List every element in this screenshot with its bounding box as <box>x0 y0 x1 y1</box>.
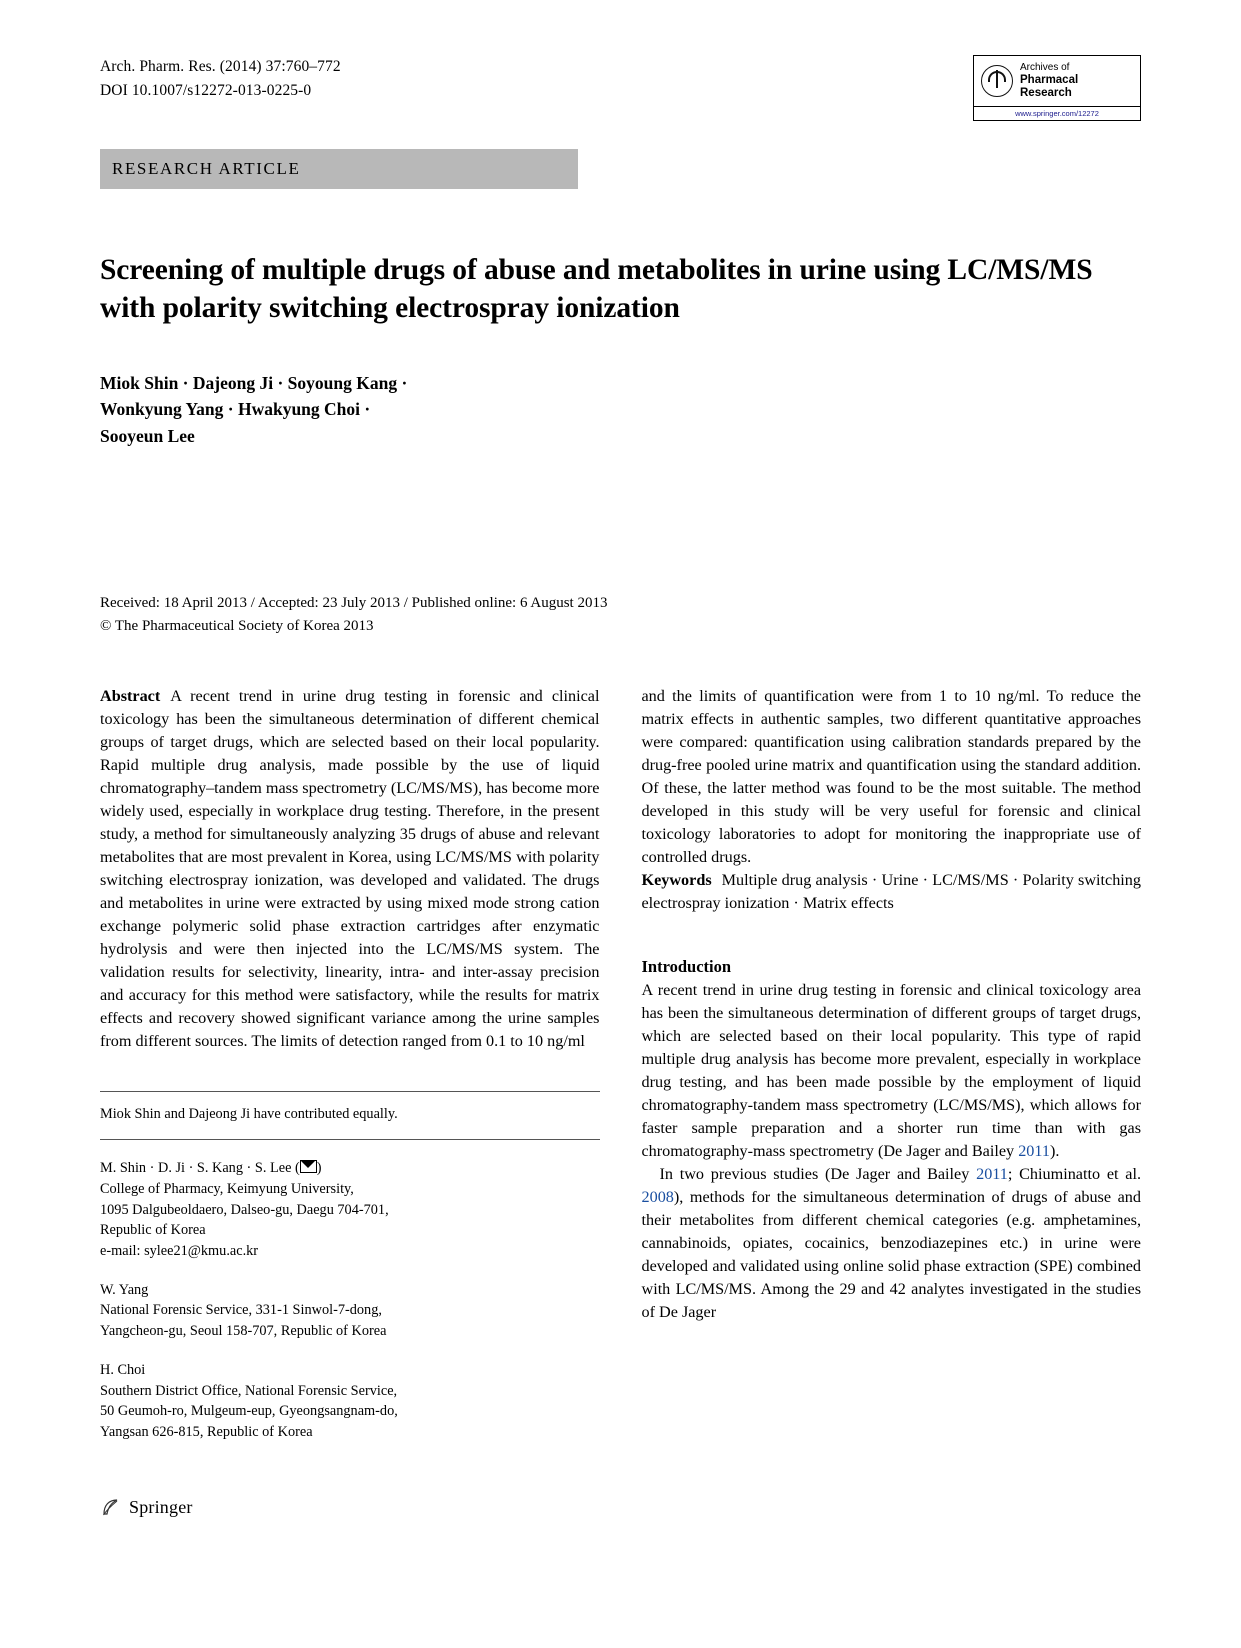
citation-link[interactable]: 2011 <box>1018 1141 1050 1160</box>
affiliation-3-author: H. Choi <box>100 1361 146 1378</box>
article-type-label: RESEARCH ARTICLE <box>112 158 301 178</box>
article-type-banner <box>100 149 578 189</box>
affiliation-1-authors <box>100 1158 600 1179</box>
journal-emblem-icon <box>981 65 1013 97</box>
journal-logo-line2: Pharmacal <box>1020 73 1079 86</box>
journal-logo-line3: Research <box>1020 87 1072 100</box>
affiliation-1 <box>100 1158 600 1262</box>
publication-history <box>100 592 1141 637</box>
affiliation-1-line-1: College of Pharmacy, Keimyung University, <box>100 1180 354 1197</box>
journal-reference <box>100 55 341 103</box>
section-heading-introduction: Introduction <box>641 957 732 977</box>
intro-paragraph-2 <box>642 1163 1142 1324</box>
left-column <box>100 685 600 1442</box>
received-accepted-published: Received: 18 April 2013 / Accepted: 23 July 2013 / Published online: 6 August 2013 <box>100 595 608 612</box>
journal-logo-url: www.springer.com/12272 <box>1015 108 1099 118</box>
author-list <box>100 370 1141 450</box>
journal-logo <box>973 55 1141 121</box>
affiliation-3 <box>100 1360 600 1443</box>
intro-paragraph-2-c: ), methods for the simultaneous determination of drugs of abuse and their metabolites from different chemical categories (e.g. amphetamines, cannabinoids, opiates, cocainics, benzodiazepines etc.) in urine were developed and validated using online solid phase extraction (SPE) combined with LC/MS/MS. Among the 29 and 42 analytes investigated in the studies of De Jager <box>641 1187 1141 1321</box>
keywords-label: Keywords <box>641 871 712 890</box>
intro-paragraph-1-end: ). <box>1049 1141 1060 1160</box>
citation-link[interactable]: 2011 <box>976 1164 1008 1183</box>
abstract-paragraph <box>100 685 600 1053</box>
page-header <box>100 55 1141 121</box>
affiliation-2 <box>100 1280 600 1342</box>
citation-link[interactable]: 2008 <box>641 1187 674 1206</box>
keywords-paragraph <box>642 869 1142 915</box>
journal-citation: Arch. Pharm. Res. (2014) 37:760–772 <box>100 58 341 75</box>
author-line-3: Sooyeun Lee <box>100 425 195 446</box>
intro-paragraph-2-a: In two previous studies (De Jager and Bailey <box>659 1164 977 1183</box>
affiliation-3-line-3: Yangsan 626-815, Republic of Korea <box>100 1424 313 1441</box>
affiliation-3-line-2: 50 Geumoh-ro, Mulgeum-eup, Gyeongsangnam-do, <box>100 1403 398 1420</box>
publisher-footer <box>100 1497 193 1518</box>
author-line-2: Wonkyung Yang · Hwakyung Choi · <box>100 399 371 420</box>
affiliation-2-author: W. Yang <box>100 1281 149 1298</box>
body-columns <box>100 685 1141 1442</box>
affiliation-2-line-2: Yangcheon-gu, Seoul 158-707, Republic of Korea <box>100 1323 387 1340</box>
journal-logo-text <box>1020 62 1078 101</box>
right-column <box>642 685 1142 1442</box>
affiliation-1-line-2: 1095 Dalgubeoldaero, Dalseo-gu, Daegu 704-701, <box>100 1201 389 1218</box>
keywords-text: Multiple drug analysis · Urine · LC/MS/MS · Polarity switching electrospray ionization · Matrix effects <box>641 871 1141 913</box>
footnote-divider <box>100 1091 600 1092</box>
journal-doi: DOI 10.1007/s12272-013-0225-0 <box>100 82 312 100</box>
copyright-line: © The Pharmaceutical Society of Korea 2013 <box>100 617 374 634</box>
publisher-name: Springer <box>129 1497 193 1517</box>
journal-logo-top <box>974 56 1140 107</box>
affiliation-2-line-1: National Forensic Service, 331-1 Sinwol-7-dong, <box>100 1302 382 1319</box>
affiliation-1-names-end: ) <box>316 1160 322 1177</box>
intro-paragraph-2-b: ; Chiuminatto et al. <box>1007 1164 1141 1183</box>
envelope-icon <box>300 1160 317 1173</box>
equal-contribution-note: Miok Shin and Dajeong Ji have contributed equally. <box>100 1106 398 1123</box>
journal-logo-line1: Archives of <box>1020 62 1070 73</box>
affiliation-3-line-1: Southern District Office, National Forensic Service, <box>100 1382 398 1399</box>
abstract-label: Abstract <box>100 687 161 706</box>
page-title: Screening of multiple drugs of abuse and metabolites in urine using LC/MS/MS with polarity switching electrospray ionization <box>100 253 1093 325</box>
affiliation-1-names: M. Shin · D. Ji · S. Kang · S. Lee ( <box>100 1160 300 1177</box>
abstract-text: A recent trend in urine drug testing in forensic and clinical toxicology has been the simultaneous determination of different chemical groups of target drugs, which are selected based on their local popularity. Rapid multiple drug analysis, made possible by the use of liquid chromatography–tandem mass spectrometry (LC/MS/MS), has become more widely used, especially in workplace drug testing. Therefore, in the present study, a method for simultaneously analyzing 35 drugs of abuse and relevant metabolites that are most prevalent in Korea, using LC/MS/MS with polarity switching electrospray ionization, was developed and validated. The drugs and metabolites in urine were extracted by using mixed mode strong cation exchange polymeric solid phase extraction cartridges after enzymatic hydrolysis and were then injected into the LC/MS/MS system. The validation results for selectivity, linearity, intra- and inter-assay precision and accuracy for this method were satisfactory, while the results for matrix effects and recovery showed significant variance among the urine samples from different sources. The limits of detection ranged from 0.1 to 10 ng/ml <box>100 687 600 1051</box>
abstract-continuation: and the limits of quantification were from 1 to 10 ng/ml. To reduce the matrix effects in authentic samples, two different quantitative approaches were compared: quantification using calibration standards prepared by the drug-free pooled urine matrix and quantification using the standard addition. Of these, the latter method was found to be the most suitable. The method developed in this study will be very useful for forensic and clinical toxicology laboratories to adopt for monitoring the inappropriate use of controlled drugs. <box>641 687 1141 867</box>
intro-paragraph-1 <box>642 979 1142 1163</box>
intro-paragraph-1-text: A recent trend in urine drug testing in forensic and clinical toxicology area has been the simultaneous determination of different groups of target drugs, which are selected based on their local popularity. This type of rapid multiple drug analysis has become more prevalent, especially in workplace drug testing, and has been made possible by the employment of liquid chromatography-tandem mass spectrometry (LC/MS/MS), which allows for faster sample preparation and a shorter run time than with gas chromatography-mass spectrometry (De Jager and Bailey <box>641 980 1141 1160</box>
author-line-1: Miok Shin · Dajeong Ji · Soyoung Kang · <box>100 372 408 393</box>
affiliation-1-email[interactable]: e-mail: sylee21@kmu.ac.kr <box>100 1242 259 1259</box>
affiliation-divider <box>100 1139 600 1140</box>
springer-logo-icon <box>100 1497 121 1518</box>
affiliation-1-line-3: Republic of Korea <box>100 1222 206 1239</box>
page-content <box>100 55 1141 1443</box>
